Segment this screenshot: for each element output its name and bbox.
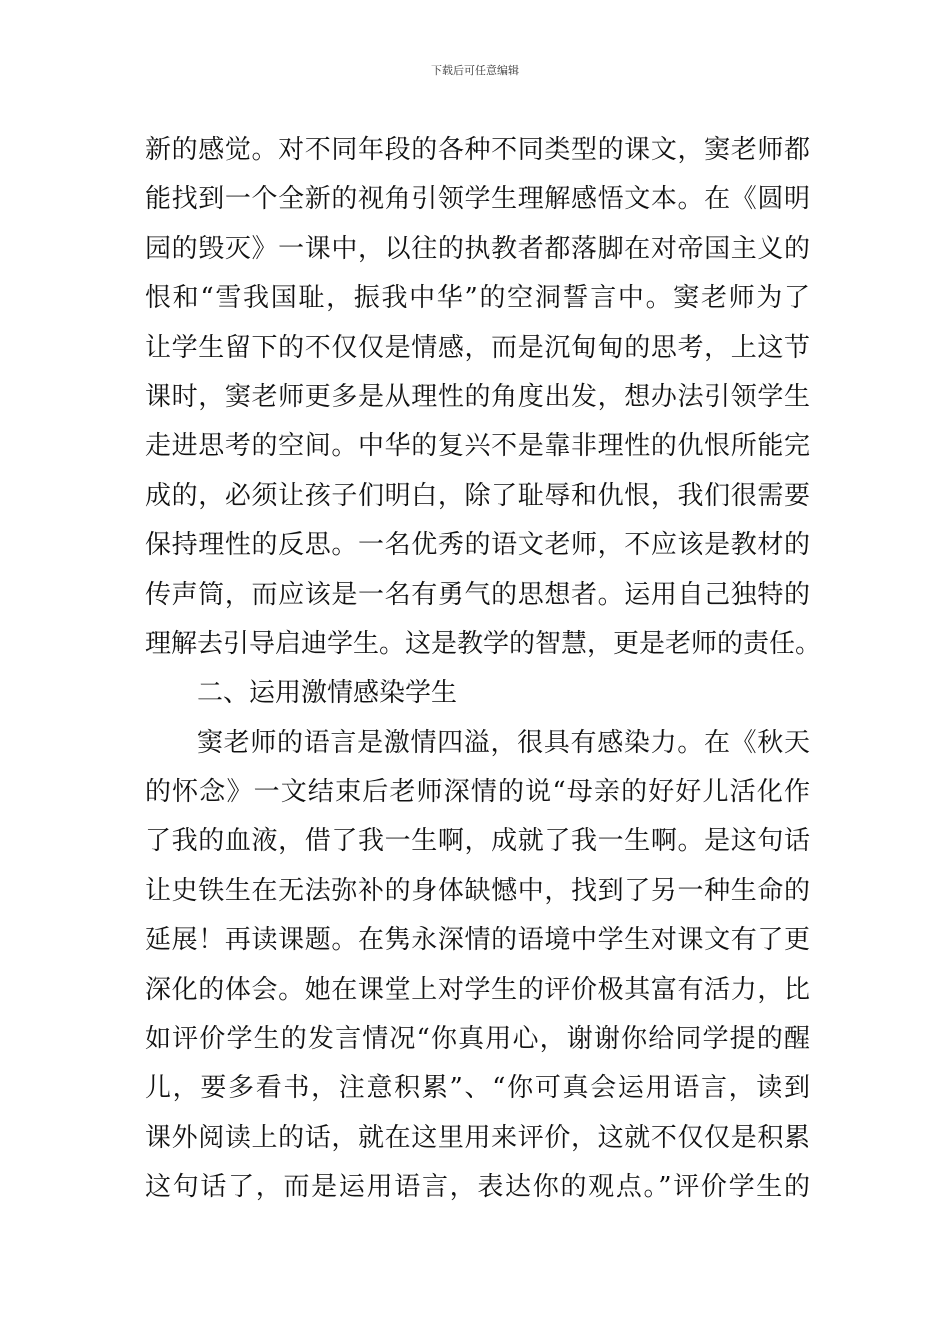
text-line: 让学生留下的不仅仅是情感，而是沉甸甸的思考，上这节 (145, 332, 810, 363)
document-body (145, 126, 822, 1213)
text-line: 成的，必须让孩子们明白，除了耻辱和仇恨，我们很需要 (145, 480, 810, 511)
text-line: 了我的血液，借了我一生啊，成就了我一生啊。是这句话 (145, 826, 810, 857)
text-line: 新的感觉。对不同年段的各种不同类型的课文，窦老师都 (145, 135, 810, 165)
text-line: 能找到一个全新的视角引领学生理解感悟文本。在《圆明 (145, 184, 810, 215)
text-line: 走进思考的空间。中华的复兴不是靠非理性的仇恨所能完 (145, 431, 810, 462)
text-line: 儿，要多看书，注意积累”、“你可真会运用语言，读到 (145, 1073, 810, 1104)
section-heading: 二、运用激情感染学生 (197, 678, 458, 709)
text-line: 的怀念》一文结束后老师深情的说“母亲的好好儿活化作 (145, 777, 810, 808)
text-line: 保持理性的反思。一名优秀的语文老师，不应该是教材的 (145, 530, 810, 561)
text-line: 如评价学生的发言情况“你真用心，谢谢你给同学提的醒 (145, 1024, 810, 1055)
text-line: 园的毁灭》一课中，以往的执教者都落脚在对帝国主义的 (145, 233, 810, 264)
text-line: 课外阅读上的话，就在这里用来评价，这就不仅仅是积累 (145, 1122, 810, 1153)
text-line: 这句话了，而是运用语言，表达你的观点。”评价学生的 (145, 1172, 810, 1203)
page-header: 下载后可任意编辑 (431, 64, 519, 77)
text-line: 传声筒，而应该是一名有勇气的思想者。运用自己独特的 (145, 579, 810, 610)
text-line: 让史铁生在无法弥补的身体缺憾中，找到了另一种生命的 (145, 875, 810, 906)
text-line: 窦老师的语言是激情四溢，很具有感染力。在《秋天 (197, 727, 810, 758)
text-line: 理解去引导启迪学生。这是教学的智慧，更是老师的责任。 (145, 628, 822, 659)
text-line: 延展！再读课题。在隽永深情的语境中学生对课文有了更 (145, 925, 810, 956)
text-line: 课时，窦老师更多是从理性的角度出发，想办法引领学生 (145, 381, 810, 412)
text-line: 恨和“雪我国耻，振我中华”的空洞誓言中。窦老师为了 (145, 283, 810, 314)
text-line: 深化的体会。她在课堂上对学生的评价极其富有活力，比 (145, 974, 810, 1005)
